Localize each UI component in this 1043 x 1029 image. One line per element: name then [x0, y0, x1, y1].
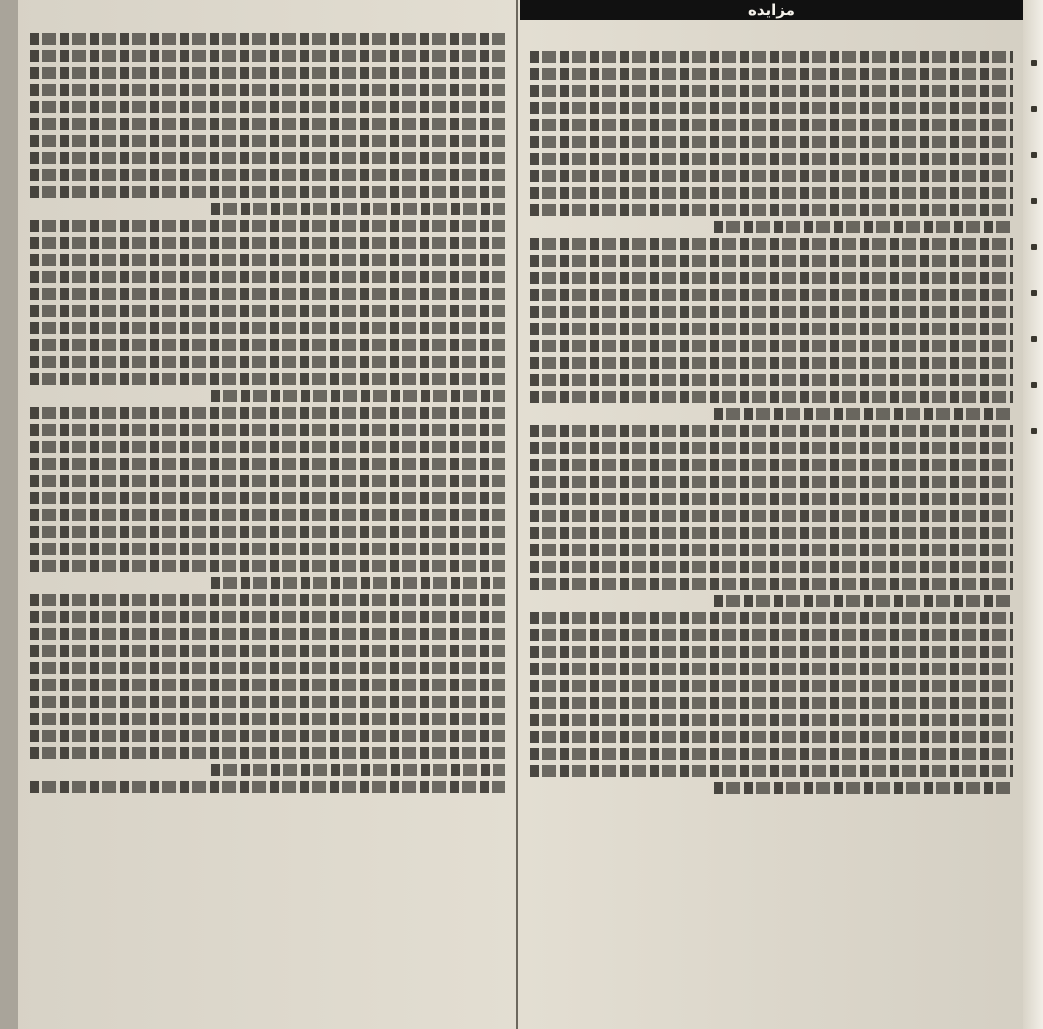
edge-mark [1031, 244, 1037, 250]
text-line [30, 526, 505, 538]
text-line [30, 356, 505, 368]
text-line [530, 714, 1013, 726]
text-line [30, 509, 505, 521]
text-line [30, 271, 505, 283]
text-line [530, 629, 1013, 641]
text-line [30, 560, 505, 572]
text-line [530, 357, 1013, 369]
text-line [530, 663, 1013, 675]
edge-mark [1031, 428, 1037, 434]
text-line [30, 50, 505, 62]
text-line [530, 306, 1013, 318]
text-line [530, 170, 1013, 182]
text-line [530, 476, 1013, 488]
text-line [30, 237, 505, 249]
text-line [530, 510, 1013, 522]
text-line [30, 288, 505, 300]
left-column-text [30, 6, 505, 28]
text-line [530, 119, 1013, 131]
text-line [30, 628, 505, 640]
text-line [530, 51, 1013, 63]
right-column-text [530, 24, 1013, 46]
page-edge-right [1023, 0, 1043, 1029]
text-line [530, 68, 1013, 80]
text-line [530, 289, 1013, 301]
text-line [714, 782, 1013, 794]
text-line [530, 425, 1013, 437]
text-line [530, 459, 1013, 471]
text-line [530, 85, 1013, 97]
edge-marks [1027, 60, 1041, 434]
text-line [530, 646, 1013, 658]
text-line [30, 254, 505, 266]
text-line [30, 33, 505, 45]
text-line [30, 322, 505, 334]
text-line [30, 662, 505, 674]
edge-mark [1031, 336, 1037, 342]
text-line [30, 373, 505, 385]
text-line [30, 713, 505, 725]
text-line [530, 561, 1013, 573]
text-line [530, 204, 1013, 216]
text-line [30, 611, 505, 623]
text-line [30, 492, 505, 504]
text-line [530, 272, 1013, 284]
text-line [530, 374, 1013, 386]
text-line [30, 781, 505, 793]
edge-mark [1031, 152, 1037, 158]
text-line [211, 203, 506, 215]
text-line [530, 340, 1013, 352]
text-line [30, 67, 505, 79]
text-line [530, 442, 1013, 454]
text-line [530, 187, 1013, 199]
text-line [30, 696, 505, 708]
text-line [530, 612, 1013, 624]
text-line [530, 493, 1013, 505]
text-line [211, 764, 506, 776]
text-line [530, 527, 1013, 539]
text-line [30, 424, 505, 436]
text-line [211, 577, 506, 589]
column-divider [516, 0, 518, 1029]
edge-mark [1031, 198, 1037, 204]
auction-heading: مزایده [520, 0, 1023, 20]
text-line [530, 153, 1013, 165]
edge-mark [1031, 382, 1037, 388]
page-edge-left [0, 0, 18, 1029]
text-line [30, 135, 505, 147]
edge-mark [1031, 106, 1037, 112]
text-line [530, 323, 1013, 335]
text-line [530, 544, 1013, 556]
text-line [30, 339, 505, 351]
text-line [30, 305, 505, 317]
text-line [714, 595, 1013, 607]
text-line [30, 747, 505, 759]
text-line [30, 220, 505, 232]
text-line [530, 578, 1013, 590]
text-line [530, 731, 1013, 743]
text-line [530, 102, 1013, 114]
text-line [30, 458, 505, 470]
edge-mark [1031, 60, 1037, 66]
text-line [530, 391, 1013, 403]
text-line [530, 136, 1013, 148]
text-line [714, 408, 1013, 420]
text-line [30, 118, 505, 130]
text-line [30, 645, 505, 657]
text-line [30, 407, 505, 419]
right-column-lines [530, 51, 1013, 794]
text-line [30, 441, 505, 453]
text-line [530, 765, 1013, 777]
text-line [530, 680, 1013, 692]
text-line [530, 697, 1013, 709]
text-line [30, 594, 505, 606]
text-line [30, 152, 505, 164]
text-line [30, 84, 505, 96]
text-line [30, 186, 505, 198]
text-line [30, 679, 505, 691]
text-line [30, 169, 505, 181]
text-line [30, 101, 505, 113]
text-line [211, 390, 506, 402]
left-column-lines [30, 33, 505, 793]
text-line [30, 475, 505, 487]
edge-mark [1031, 290, 1037, 296]
text-line [530, 255, 1013, 267]
left-column [18, 0, 515, 1029]
text-line [530, 238, 1013, 250]
text-line [714, 221, 1013, 233]
text-line [30, 730, 505, 742]
right-column [520, 0, 1023, 1029]
text-line [530, 748, 1013, 760]
text-line [30, 543, 505, 555]
